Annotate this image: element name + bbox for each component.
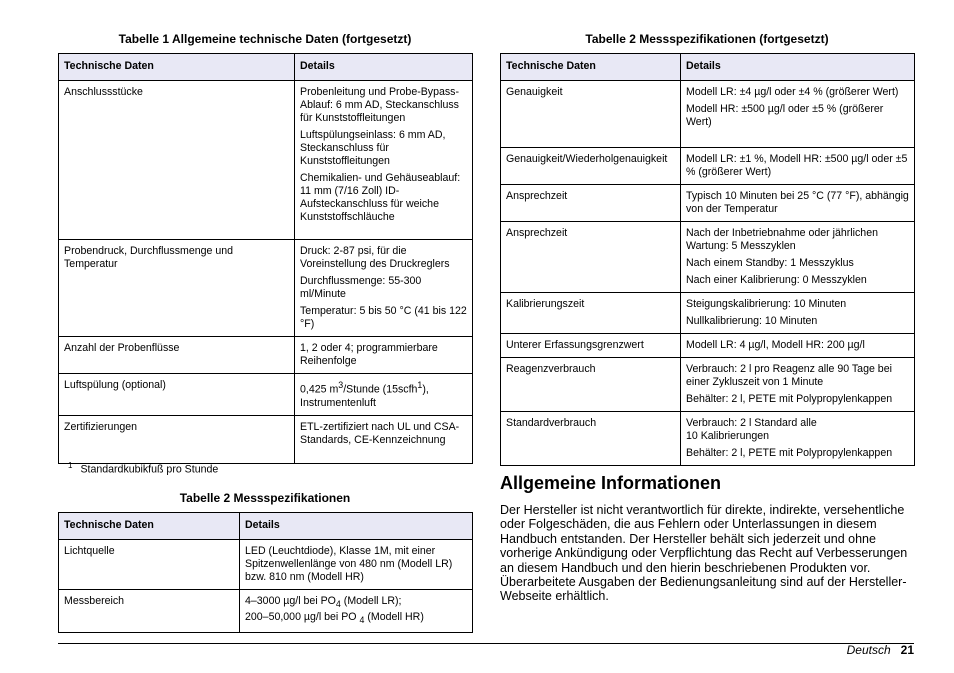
footer-language: Deutsch <box>846 643 891 657</box>
table-row <box>501 185 915 222</box>
column-header: Technische Daten <box>501 54 681 81</box>
detail-line: Nach einer Kalibrierung: 0 Messzyklen <box>686 274 867 286</box>
detail-line: Modell LR: ±4 µg/l oder ±4 % (größerer Wert) <box>686 86 899 98</box>
row-label: Genauigkeit <box>501 81 681 148</box>
table2cont-caption: Tabelle 2 Messspezifikationen (fortgesetzt) <box>585 32 829 46</box>
footnote <box>68 461 218 476</box>
row-label: Anzahl der Probenflüsse <box>59 337 295 374</box>
detail-line: Steigungskalibrierung: 10 Minuten <box>686 298 847 310</box>
footnote-mark: 1 <box>68 461 73 470</box>
row-label: Ansprechzeit <box>501 185 681 222</box>
row-details <box>295 415 473 463</box>
table-row <box>501 412 915 466</box>
row-label: Anschlussstücke <box>59 81 295 240</box>
detail-line: 1, 2 oder 4; programmierbare Reihenfolge <box>300 342 438 367</box>
table2-caption: Tabelle 2 Messspezifikationen <box>179 491 351 505</box>
column-header: Technische Daten <box>59 513 240 540</box>
column-header: Details <box>295 54 473 81</box>
row-details <box>681 358 915 412</box>
table-header-row <box>59 54 473 81</box>
detail-line: Luftspülungseinlass: 6 mm AD, Steckanschluss für Kunststoffleitungen <box>300 129 446 167</box>
row-label: Reagenzverbrauch <box>501 358 681 412</box>
disclaimer-paragraph: Der Hersteller ist nicht verantwortlich für direkte, indirekte, versehentliche oder Folgeschäden, die aus Fehlern oder Unterlassungen in diesem Handbuch entstanden. Der Hersteller behält sich jederzeit und ohne vorherige Ankündigung oder Verpflichtung das Recht auf Verbesserungen an diesem Handbuch und den hierin beschriebenen Produkten vor. Überarbeitete Ausgaben der Bedienungsanleitung sind auf der Hersteller-Webseite erhältlich. <box>500 503 908 604</box>
row-label: Standardverbrauch <box>501 412 681 466</box>
table-row <box>501 293 915 334</box>
column-header: Details <box>240 513 473 540</box>
table-row <box>59 540 473 590</box>
detail-line: 0,425 $m^3$/Stunde (15scfh$^1$), Instrumentenluft <box>300 380 429 409</box>
table-header-row <box>59 513 473 540</box>
row-details <box>681 222 915 293</box>
detail-line: Behälter: 2 l, PETE mit Polypropylenkappen <box>686 393 893 405</box>
table-row <box>501 334 915 358</box>
row-details <box>295 240 473 337</box>
table1-caption: Tabelle 1 Allgemeine technische Daten (fortgesetzt) <box>118 32 412 46</box>
table-row <box>59 337 473 374</box>
row-details <box>240 590 473 633</box>
table-row <box>59 374 473 416</box>
row-label: Probendruck, Durchflussmenge und Temperatur <box>59 240 295 337</box>
detail-line: Modell LR: 4 µg/l, Modell HR: 200 µg/l <box>686 339 865 351</box>
table-row <box>501 148 915 185</box>
column-header: Technische Daten <box>59 54 295 81</box>
detail-line: Temperatur: 5 bis 50 °C (41 bis 122 °F) <box>300 305 467 330</box>
row-details <box>240 540 473 590</box>
row-details <box>295 81 473 240</box>
detail-line: Druck: 2-87 psi, für die Voreinstellung des Druckreglers <box>300 245 450 270</box>
table-row <box>59 415 473 463</box>
section-title: Allgemeine Informationen <box>500 473 722 493</box>
table1 <box>58 53 473 464</box>
footer-divider <box>58 643 914 644</box>
detail-line: Probenleitung und Probe-Bypass-Ablauf: 6 mm AD, Steckanschluss für Kunststoffleitungen <box>300 86 460 124</box>
row-label: Zertifizierungen <box>59 415 295 463</box>
row-label: Luftspülung (optional) <box>59 374 295 416</box>
footnote-text: Standardkubikfuß pro Stunde <box>80 463 219 476</box>
detail-line: Verbrauch: 2 l pro Reagenz alle 90 Tage bei einer Zykluszeit von 1 Minute <box>686 363 892 388</box>
row-label: Kalibrierungszeit <box>501 293 681 334</box>
detail-line: Modell LR: ±1 %, Modell HR: ±500 µg/l oder ±5 % (größerer Wert) <box>686 153 908 178</box>
table-row <box>59 240 473 337</box>
table-row <box>501 81 915 148</box>
row-label: Ansprechzeit <box>501 222 681 293</box>
table-header-row <box>501 54 915 81</box>
detail-line: ETL-zertifiziert nach UL und CSA-Standards, CE-Kennzeichnung <box>300 420 460 446</box>
row-details <box>681 185 915 222</box>
page-footer <box>847 643 914 657</box>
page-number: 21 <box>900 643 914 657</box>
detail-line: Durchflussmenge: 55-300 ml/Minute <box>300 275 422 300</box>
detail-line: Verbrauch: 2 l Standard alle 10 Kalibrierungen <box>686 417 817 442</box>
row-details <box>681 293 915 334</box>
detail-line: 4–3000 µg/l bei $PO_4$ (Modell LR); 200–50,000 µg/l bei PO $_4$ (Modell HR) <box>245 595 424 626</box>
detail-line: Nach einem Standby: 1 Messzyklus <box>686 257 854 269</box>
table-row <box>501 222 915 293</box>
table-row <box>501 358 915 412</box>
row-details <box>681 334 915 358</box>
row-label: Unterer Erfassungsgrenzwert <box>501 334 681 358</box>
row-label: Genauigkeit/Wiederholgenauigkeit <box>501 148 681 185</box>
table-row <box>59 590 473 633</box>
row-details <box>295 374 473 416</box>
row-label: Messbereich <box>59 590 240 633</box>
detail-line: Behälter: 2 l, PETE mit Polypropylenkappen <box>686 447 893 459</box>
detail-line: Nach der Inbetriebnahme oder jährlichen Wartung: 5 Messzyklen <box>686 227 878 252</box>
detail-line: Nullkalibrierung: 10 Minuten <box>686 315 818 327</box>
row-label: Lichtquelle <box>59 540 240 590</box>
row-details <box>681 81 915 148</box>
table2 <box>58 512 473 633</box>
column-header: Details <box>681 54 915 81</box>
row-details <box>681 148 915 185</box>
detail-line: Modell HR: ±500 µg/l oder ±5 % (größerer Wert) <box>686 103 884 128</box>
row-details <box>295 337 473 374</box>
detail-line: LED (Leuchtdiode), Klasse 1M, mit einer Spitzenwellenlänge von 480 nm (Modell LR) bzw. 810 nm (Modell HR) <box>245 545 453 583</box>
detail-line: Typisch 10 Minuten bei 25 °C (77 °F), abhängig von der Temperatur <box>686 190 909 215</box>
row-details <box>681 412 915 466</box>
table-row <box>59 81 473 240</box>
detail-line: Chemikalien- und Gehäuseablauf: 11 mm (7/16 Zoll) ID-Aufsteckanschluss für weiche Kunststoffschläuche <box>300 172 461 223</box>
table2-continued <box>500 53 915 466</box>
